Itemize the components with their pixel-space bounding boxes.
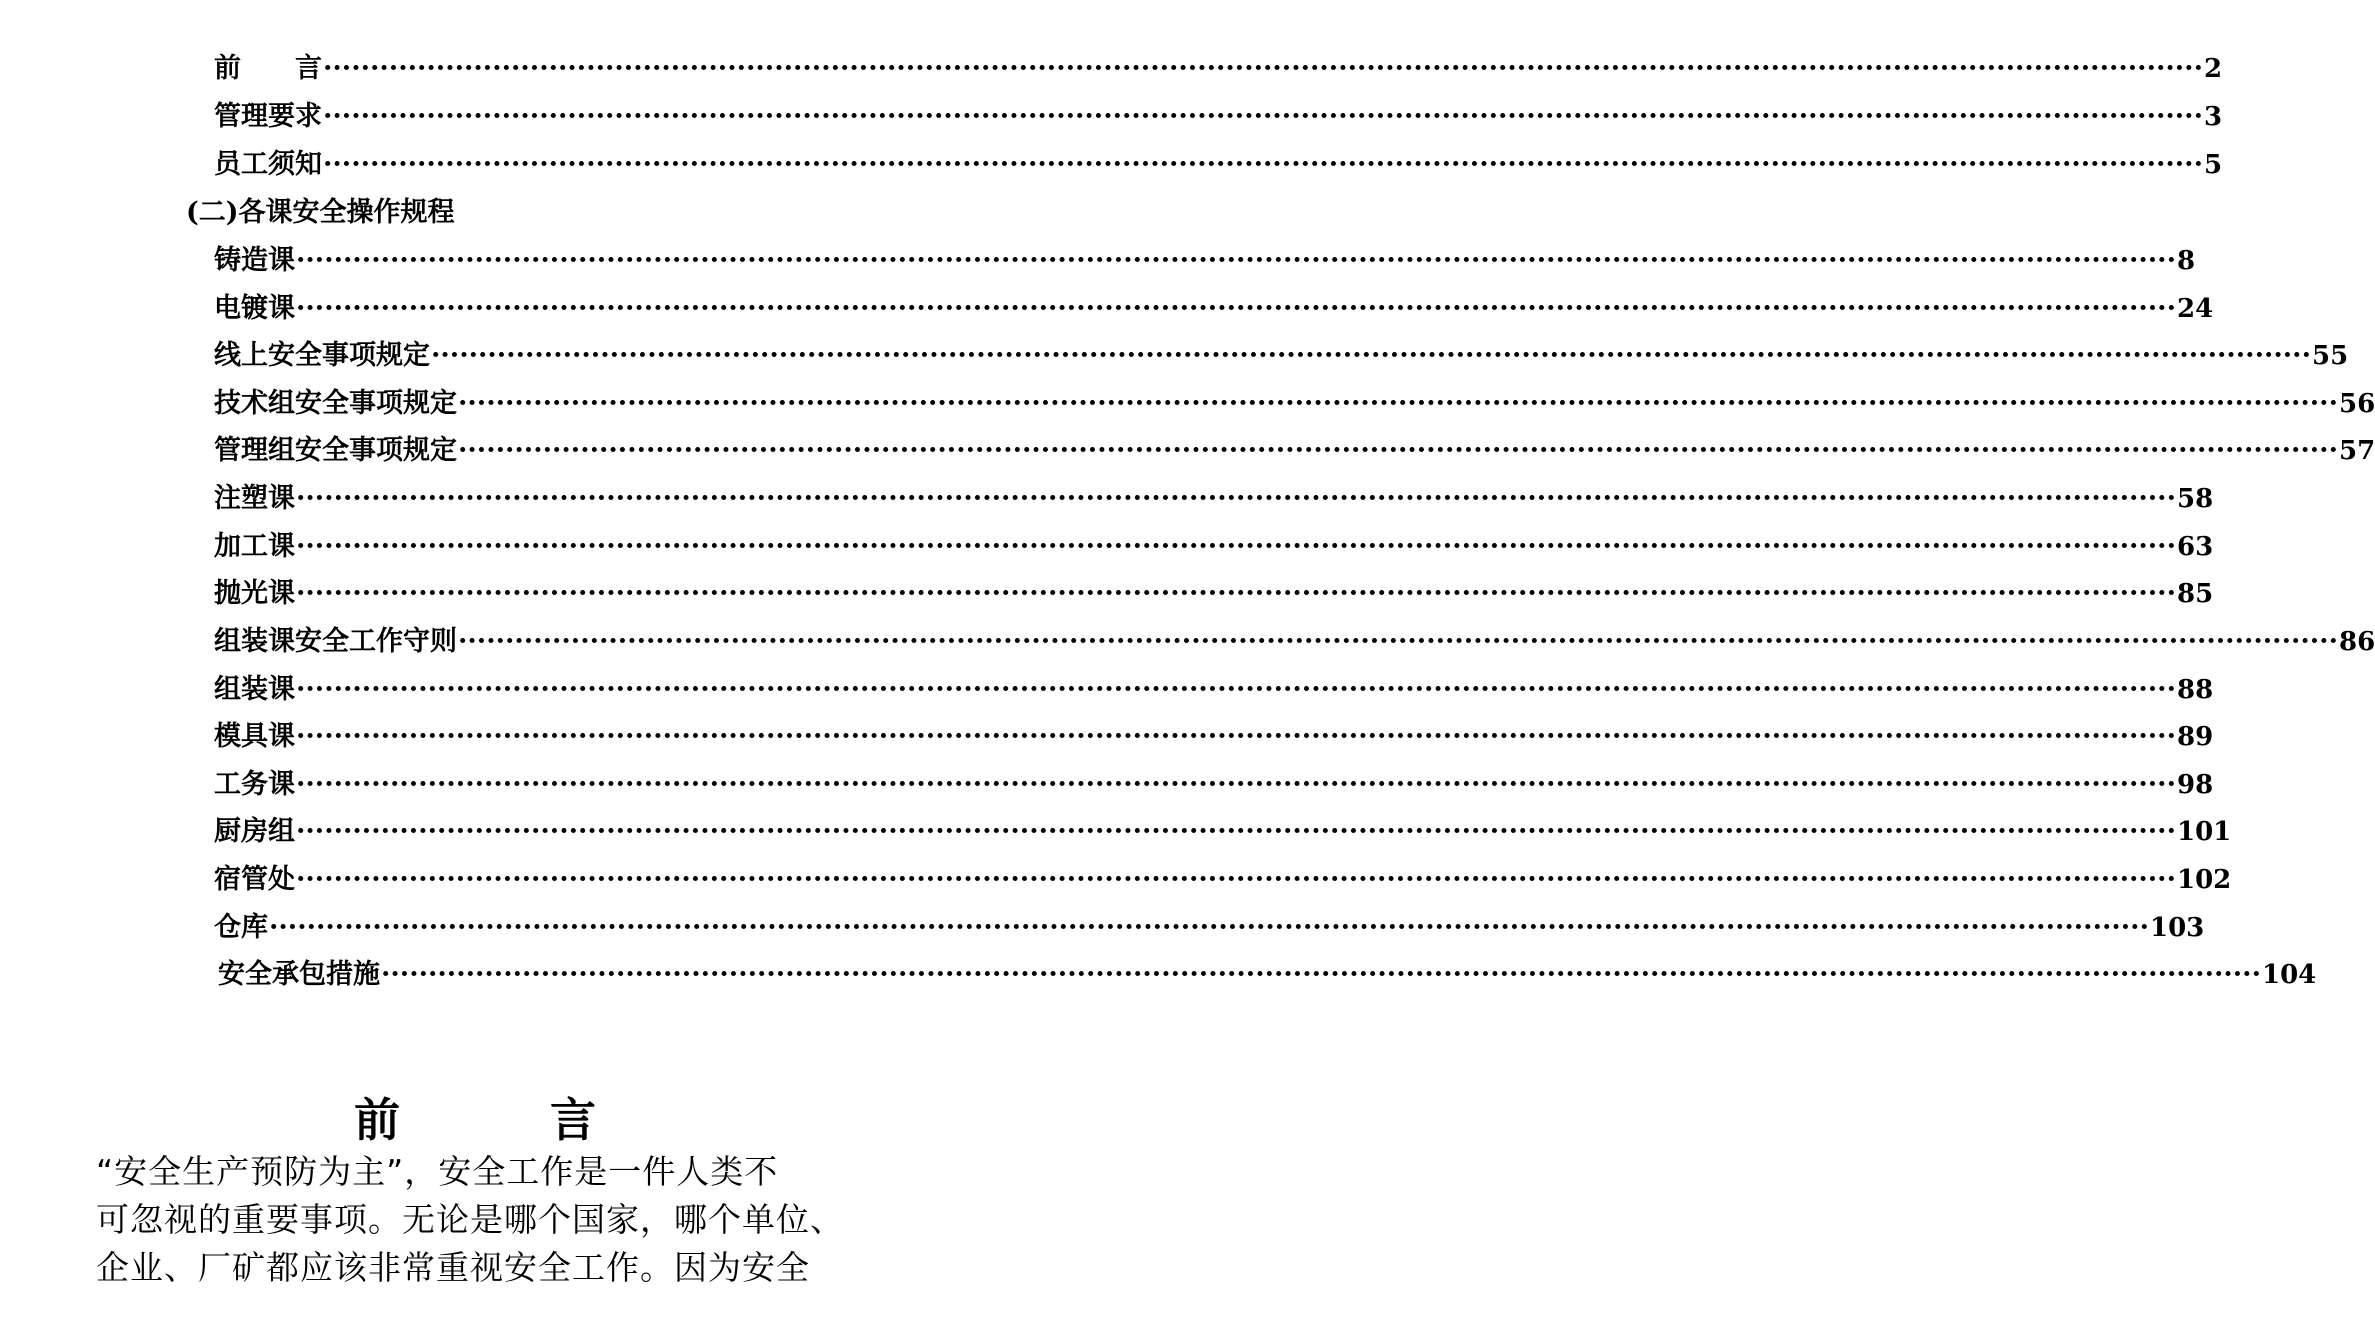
toc-entry-page: 85 — [2176, 579, 2214, 609]
toc-entry — [214, 434, 2375, 468]
toc-entry-page: 103 — [2149, 913, 2205, 943]
toc-entry-title: 工务课 — [214, 769, 295, 800]
toc-entry-page: 55 — [2311, 341, 2349, 371]
toc-entry-title: 加工课 — [214, 531, 295, 562]
toc-leader-dots: ········································································································································································································ — [296, 769, 2176, 800]
toc-entry — [214, 530, 2214, 564]
preface-heading — [0, 1092, 950, 1148]
toc-entry — [214, 148, 2223, 182]
toc-leader-dots: ········································································································································································································ — [296, 483, 2176, 514]
toc-entry-title: 管理要求 — [214, 101, 322, 132]
toc-entry-page: 57 — [2338, 436, 2375, 466]
toc-entry-title: 技术组安全事项规定 — [214, 388, 457, 419]
toc-leader-dots: ········································································································································································································ — [431, 340, 2311, 371]
toc-entry-page: 63 — [2176, 532, 2214, 562]
toc-entry-title: 模具课 — [214, 721, 295, 752]
toc-leader-dots: ········································································································································································································ — [296, 721, 2176, 752]
toc-entry — [214, 100, 2223, 134]
toc-entry-page: 56 — [2338, 389, 2375, 419]
toc-entry — [214, 625, 2375, 659]
toc-entry-page: 86 — [2338, 627, 2375, 657]
toc-entry-page: 5 — [2203, 150, 2223, 180]
preface-body — [96, 1148, 886, 1292]
toc-entry-title: 铸造课 — [214, 245, 295, 276]
toc-entry-page: 8 — [2176, 246, 2196, 276]
toc-entry — [214, 52, 2223, 86]
toc-entry-page: 58 — [2176, 484, 2214, 514]
toc-entry — [214, 339, 2349, 373]
toc-entry-title: 线上安全事项规定 — [214, 340, 430, 371]
toc-entry — [214, 815, 2232, 849]
toc-entry — [214, 673, 2214, 707]
toc-entry — [214, 244, 2196, 278]
toc-leader-dots: ········································································································································································································ — [458, 388, 2338, 419]
toc-entry — [214, 577, 2214, 611]
preface-heading-left: 前 — [354, 1093, 400, 1147]
toc-leader-dots: ········································································································································································································ — [296, 578, 2176, 609]
toc-entry-page: 3 — [2203, 102, 2223, 132]
toc-entry — [214, 768, 2214, 802]
toc-entry-title: 前 言 — [214, 53, 322, 84]
toc-entry-title: 电镀课 — [214, 293, 295, 324]
preface-line: 可忽视的重要事项。无论是哪个国家，哪个单位、 — [96, 1200, 844, 1239]
toc-entry — [214, 863, 2232, 897]
toc-entry-title: 厨房组 — [214, 816, 295, 847]
preface-heading-right: 言 — [550, 1093, 596, 1147]
toc-entry-page: 102 — [2176, 865, 2232, 895]
toc-entry — [218, 958, 2317, 992]
toc-entry — [214, 482, 2214, 516]
toc-entry-page: 88 — [2176, 675, 2214, 705]
toc-entry-title: 员工须知 — [214, 149, 322, 180]
toc-entry-page: 101 — [2176, 817, 2232, 847]
toc-entry-title: 安全承包措施 — [218, 959, 380, 990]
toc-leader-dots: ········································································································································································································ — [458, 626, 2338, 657]
toc-entry-title: 仓库 — [214, 912, 268, 943]
toc-entry-page: 104 — [2261, 960, 2317, 990]
toc-entry-page: 2 — [2203, 54, 2223, 84]
preface-line: “安全生产预防为主”，安全工作是一件人类不 — [96, 1152, 779, 1191]
toc-leader-dots: ········································································································································································································ — [296, 531, 2176, 562]
toc-section-heading: (二)各课安全操作规程 — [186, 197, 455, 228]
toc-leader-dots: ········································································································································································································ — [381, 959, 2261, 990]
toc-leader-dots: ········································································································································································································ — [296, 293, 2176, 324]
toc-leader-dots: ········································································································································································································ — [323, 53, 2203, 84]
toc-leader-dots: ········································································································································································································ — [323, 149, 2203, 180]
toc-entry-page: 89 — [2176, 722, 2214, 752]
toc-leader-dots: ········································································································································································································ — [296, 864, 2176, 895]
toc-leader-dots: ········································································································································································································ — [296, 816, 2176, 847]
toc-leader-dots: ········································································································································································································ — [323, 101, 2203, 132]
toc-entry-title: 组装课 — [214, 674, 295, 705]
toc-entry — [214, 911, 2205, 945]
toc-entry — [214, 292, 2214, 326]
toc-entry-title: 管理组安全事项规定 — [214, 435, 457, 466]
toc-entry — [214, 387, 2375, 421]
toc-leader-dots: ········································································································································································································ — [269, 912, 2149, 943]
toc-entry — [214, 720, 2214, 754]
toc-leader-dots: ········································································································································································································ — [296, 674, 2176, 705]
toc-entry-title: 宿管处 — [214, 864, 295, 895]
toc-entry-title: 组装课安全工作守则 — [214, 626, 457, 657]
toc-entry-page: 24 — [2176, 294, 2214, 324]
toc-leader-dots: ········································································································································································································ — [458, 435, 2338, 466]
toc-leader-dots: ········································································································································································································ — [296, 245, 2176, 276]
toc-entry-page: 98 — [2176, 770, 2214, 800]
toc-entry-title: 注塑课 — [214, 483, 295, 514]
toc-entry-title: 抛光课 — [214, 578, 295, 609]
preface-line: 企业、厂矿都应该非常重视安全工作。因为安全 — [96, 1248, 810, 1287]
